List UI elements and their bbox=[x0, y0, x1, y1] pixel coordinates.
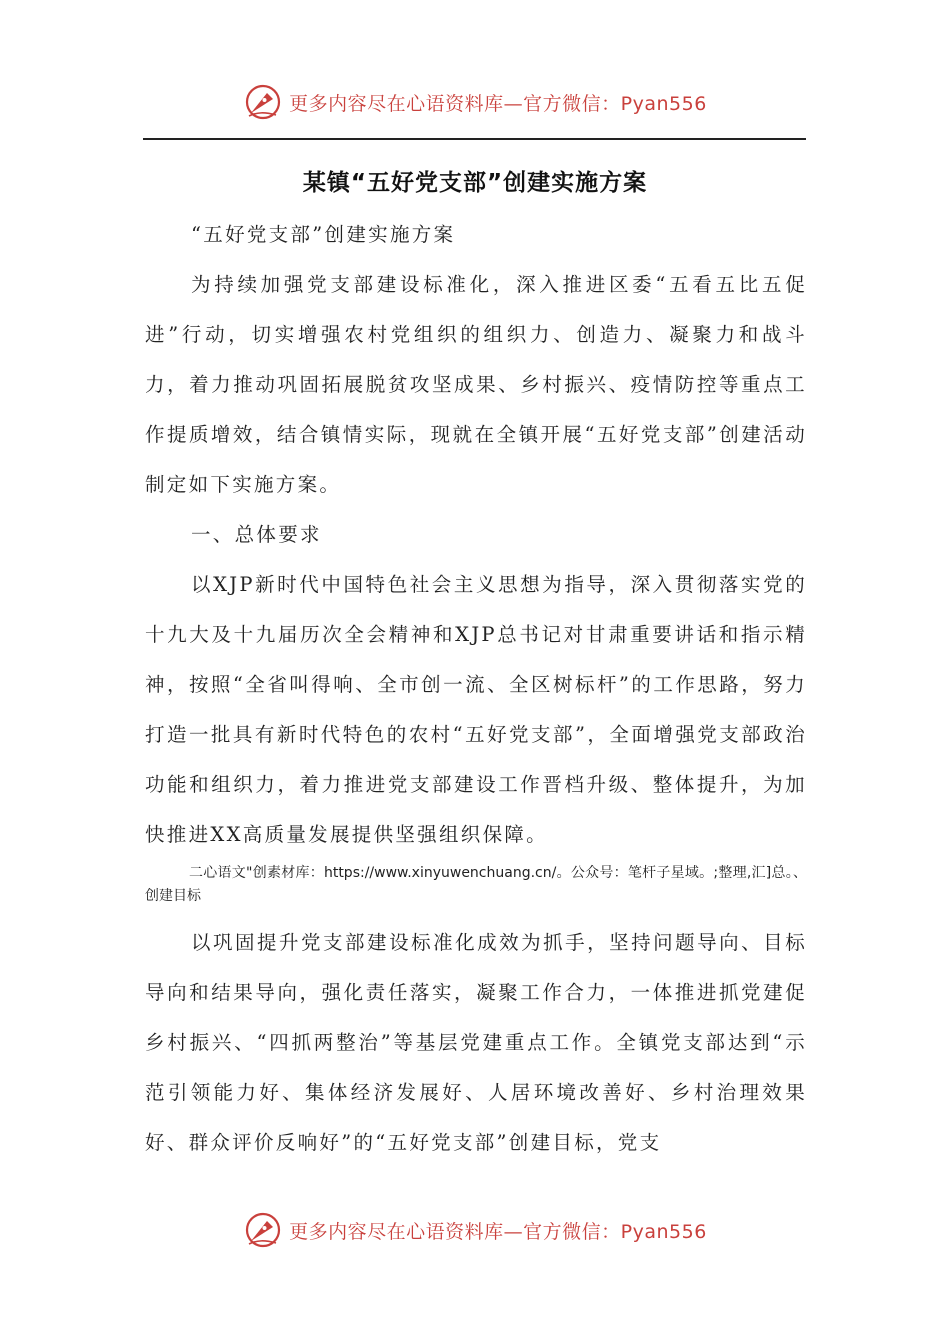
wechat-handle: Pyan556 bbox=[620, 92, 707, 115]
banner-text: 更多内容尽在心语资料库—官方微信：Pyan556 bbox=[289, 92, 707, 115]
footer-banner bbox=[0, 1206, 950, 1254]
document-body bbox=[145, 210, 807, 1168]
watermark-note: 二心语文"创素材库：https://www.xinyuwenchuang.cn/。公众号：笔杆子星域。;整理,汇]总。、创建目标 bbox=[145, 865, 807, 904]
header-divider bbox=[143, 138, 806, 140]
header-banner bbox=[0, 78, 950, 126]
footer-banner-text: 更多内容尽在心语资料库—官方微信：Pyan556 bbox=[289, 1220, 707, 1243]
pen-nib-logo-icon bbox=[243, 1210, 283, 1250]
document-title: 某镇“五好党支部”创建实施方案 bbox=[302, 170, 648, 196]
subtitle: “五好党支部”创建实施方案 bbox=[191, 223, 456, 246]
intro-paragraph: 为持续加强党支部建设标准化，深入推进区委“五看五比五促进”行动，切实增强农村党组织的组织力、创造力、凝聚力和战斗力，着力推动巩固拓展脱贫攻坚成果、乡村振兴、疫情防控等重点工作提质增效，结合镇情实际，现就在全镇开展“五好党支部”创建活动制定如下实施方案。 bbox=[145, 273, 807, 496]
general-requirements-paragraph: 以XJP新时代中国特色社会主义思想为指导，深入贯彻落实党的十九大及十九届历次全会精神和XJP总书记对甘肃重要讲话和指示精神，按照“全省叫得响、全市创一流、全区树标杆”的工作思路，努力打造一批具有新时代特色的农村“五好党支部”，全面增强党支部政治功能和组织力，着力推进党支部建设工作晋档升级、整体提升，为加快推进XX高质量发展提供坚强组织保障。 bbox=[145, 573, 807, 846]
pen-nib-logo-icon bbox=[243, 82, 283, 122]
footer-wechat-handle: Pyan556 bbox=[620, 1220, 707, 1243]
goals-paragraph: 以巩固提升党支部建设标准化成效为抓手，坚持问题导向、目标导向和结果导向，强化责任落实，凝聚工作合力，一体推进抓党建促乡村振兴、“四抓两整治”等基层党建重点工作。全镇党支部达到“示范引领能力好、集体经济发展好、人居环境改善好、乡村治理效果好、群众评价反响好”的“五好党支部”创建目标，党支 bbox=[145, 931, 807, 1154]
section-heading-general: 一、总体要求 bbox=[191, 523, 322, 546]
